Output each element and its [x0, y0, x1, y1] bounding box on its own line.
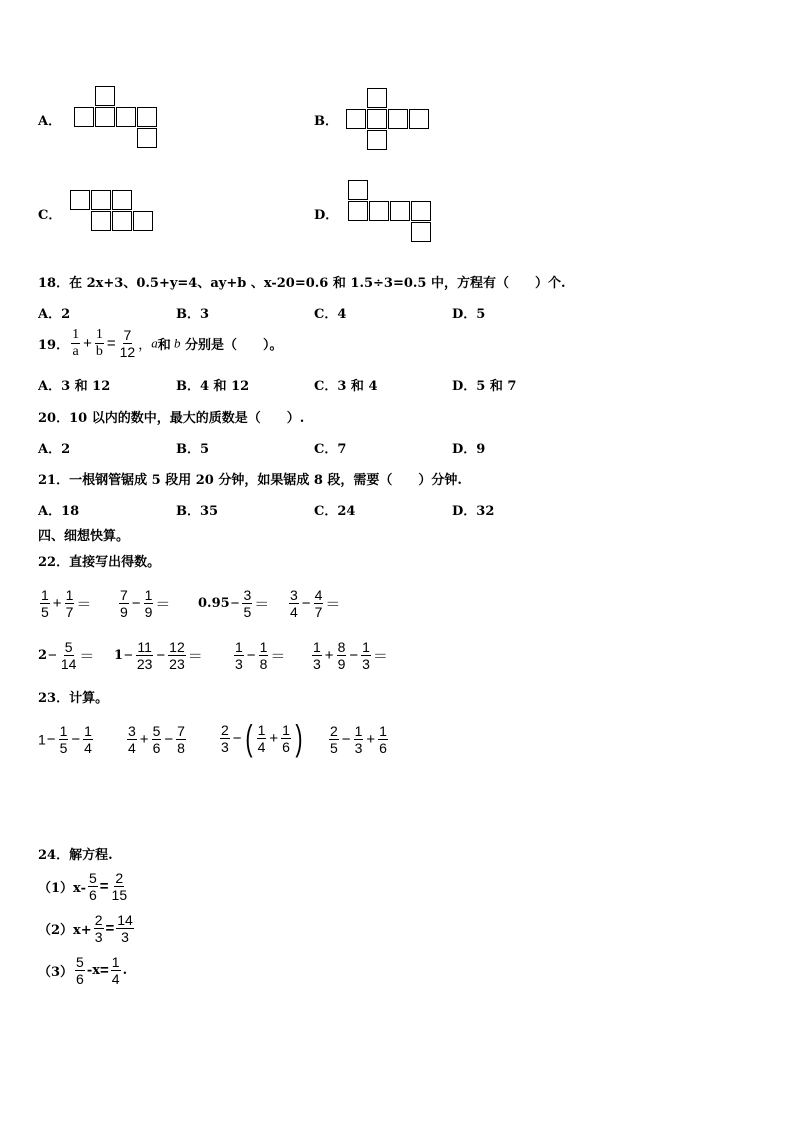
option-b-label: B． [314, 114, 338, 129]
question-20-stem: 20．10 以内的数中，最大的质数是（ ）. [38, 411, 305, 426]
q23-expr-2: $\frac{3}{4}$ + $\frac{5}{6}$ − $\frac{7}{8}$ [128, 723, 185, 756]
question-24-stem: 24．解方程. [38, 848, 113, 863]
q23-expr-1: 1− $\frac{1}{5}$ − $\frac{1}{4}$ [38, 723, 92, 756]
q19-choice-c: C．3 和 4 [314, 379, 378, 394]
q18-choice-a: A．2 [38, 307, 71, 322]
q22-expr-4: $\frac{3}{4}$ − $\frac{4}{7}$ ＝ [290, 587, 341, 620]
q23-expr-4: $\frac{2}{5}$ − $\frac{1}{3}$ + $\frac{1}{6}$ [330, 723, 387, 756]
q24-equation-1: （1）x- $\frac{5}{6}$ = $\frac{2}{15}$ [38, 870, 128, 903]
option-a-label: A． [38, 114, 62, 129]
q23-expr-3: $\frac{2}{3}$ −( $\frac{1}{4}$ + $\frac{1}{6}$ ) [221, 717, 303, 758]
q22-expr-8: $\frac{1}{3}$ + $\frac{8}{9}$ − $\frac{1}{3}$ ＝ [313, 639, 388, 672]
q24-equation-3: （3） $\frac{5}{6}$ -x= $\frac{1}{4}$ . [38, 954, 128, 987]
question-18-stem: 18．在 2x+3、0.5+y=4、ay+b 、x-20=0.6 和 1.5÷3=0.5 中，方程有（ ）个. [38, 276, 566, 291]
q19-choice-b: B．4 和 12 [176, 379, 250, 394]
q18-choice-d: D．5 [452, 307, 486, 322]
option-d-label: D． [314, 208, 339, 223]
q18-choice-c: C．4 [314, 307, 347, 322]
q20-choice-d: D．9 [452, 442, 486, 457]
question-23-stem: 23．计算。 [38, 691, 109, 706]
q18-choice-b: B．3 [176, 307, 210, 322]
q20-choice-c: C．7 [314, 442, 347, 457]
q24-equation-2: （2）x+ $\frac{2}{3}$ = $\frac{14}{3}$ [38, 912, 133, 945]
q22-expr-1: $\frac{1}{5}$ + $\frac{1}{7}$ ＝ [41, 587, 92, 620]
question-22-stem: 22．直接写出得数。 [38, 555, 161, 570]
option-c-label: C． [38, 208, 62, 223]
q22-expr-3: 0.95− $\frac{3}{5}$ ＝ [198, 587, 270, 620]
q20-choice-a: A．2 [38, 442, 71, 457]
q22-expr-2: $\frac{7}{9}$ − $\frac{1}{9}$ ＝ [120, 587, 171, 620]
q19-choice-d: D．5 和 7 [452, 379, 517, 394]
q21-choice-b: B．35 [176, 504, 219, 519]
q21-choice-d: D．32 [452, 504, 495, 519]
q20-choice-b: B．5 [176, 442, 210, 457]
q19-choice-a: A．3 和 12 [38, 379, 111, 394]
q22-expr-6: 1− $\frac{11}{23}$ − $\frac{12}{23}$ ＝ [114, 639, 203, 672]
question-19-stem: 19． $\frac{1}{a}$ + $\frac{1}{b}$ = $\frac{7}{12}$ ，a和 b 分别是（ ）。 [38, 327, 283, 360]
q21-choice-c: C．24 [314, 504, 356, 519]
question-21-stem: 21．一根钢管锯成 5 段用 20 分钟，如果锯成 8 段，需要（ ）分钟. [38, 473, 462, 488]
section-4-title: 四、细想快算。 [38, 529, 130, 544]
q21-choice-a: A．18 [38, 504, 80, 519]
q22-expr-7: $\frac{1}{3}$ − $\frac{1}{8}$ ＝ [235, 639, 286, 672]
q22-expr-5: 2− $\frac{5}{14}$ ＝ [38, 639, 95, 672]
